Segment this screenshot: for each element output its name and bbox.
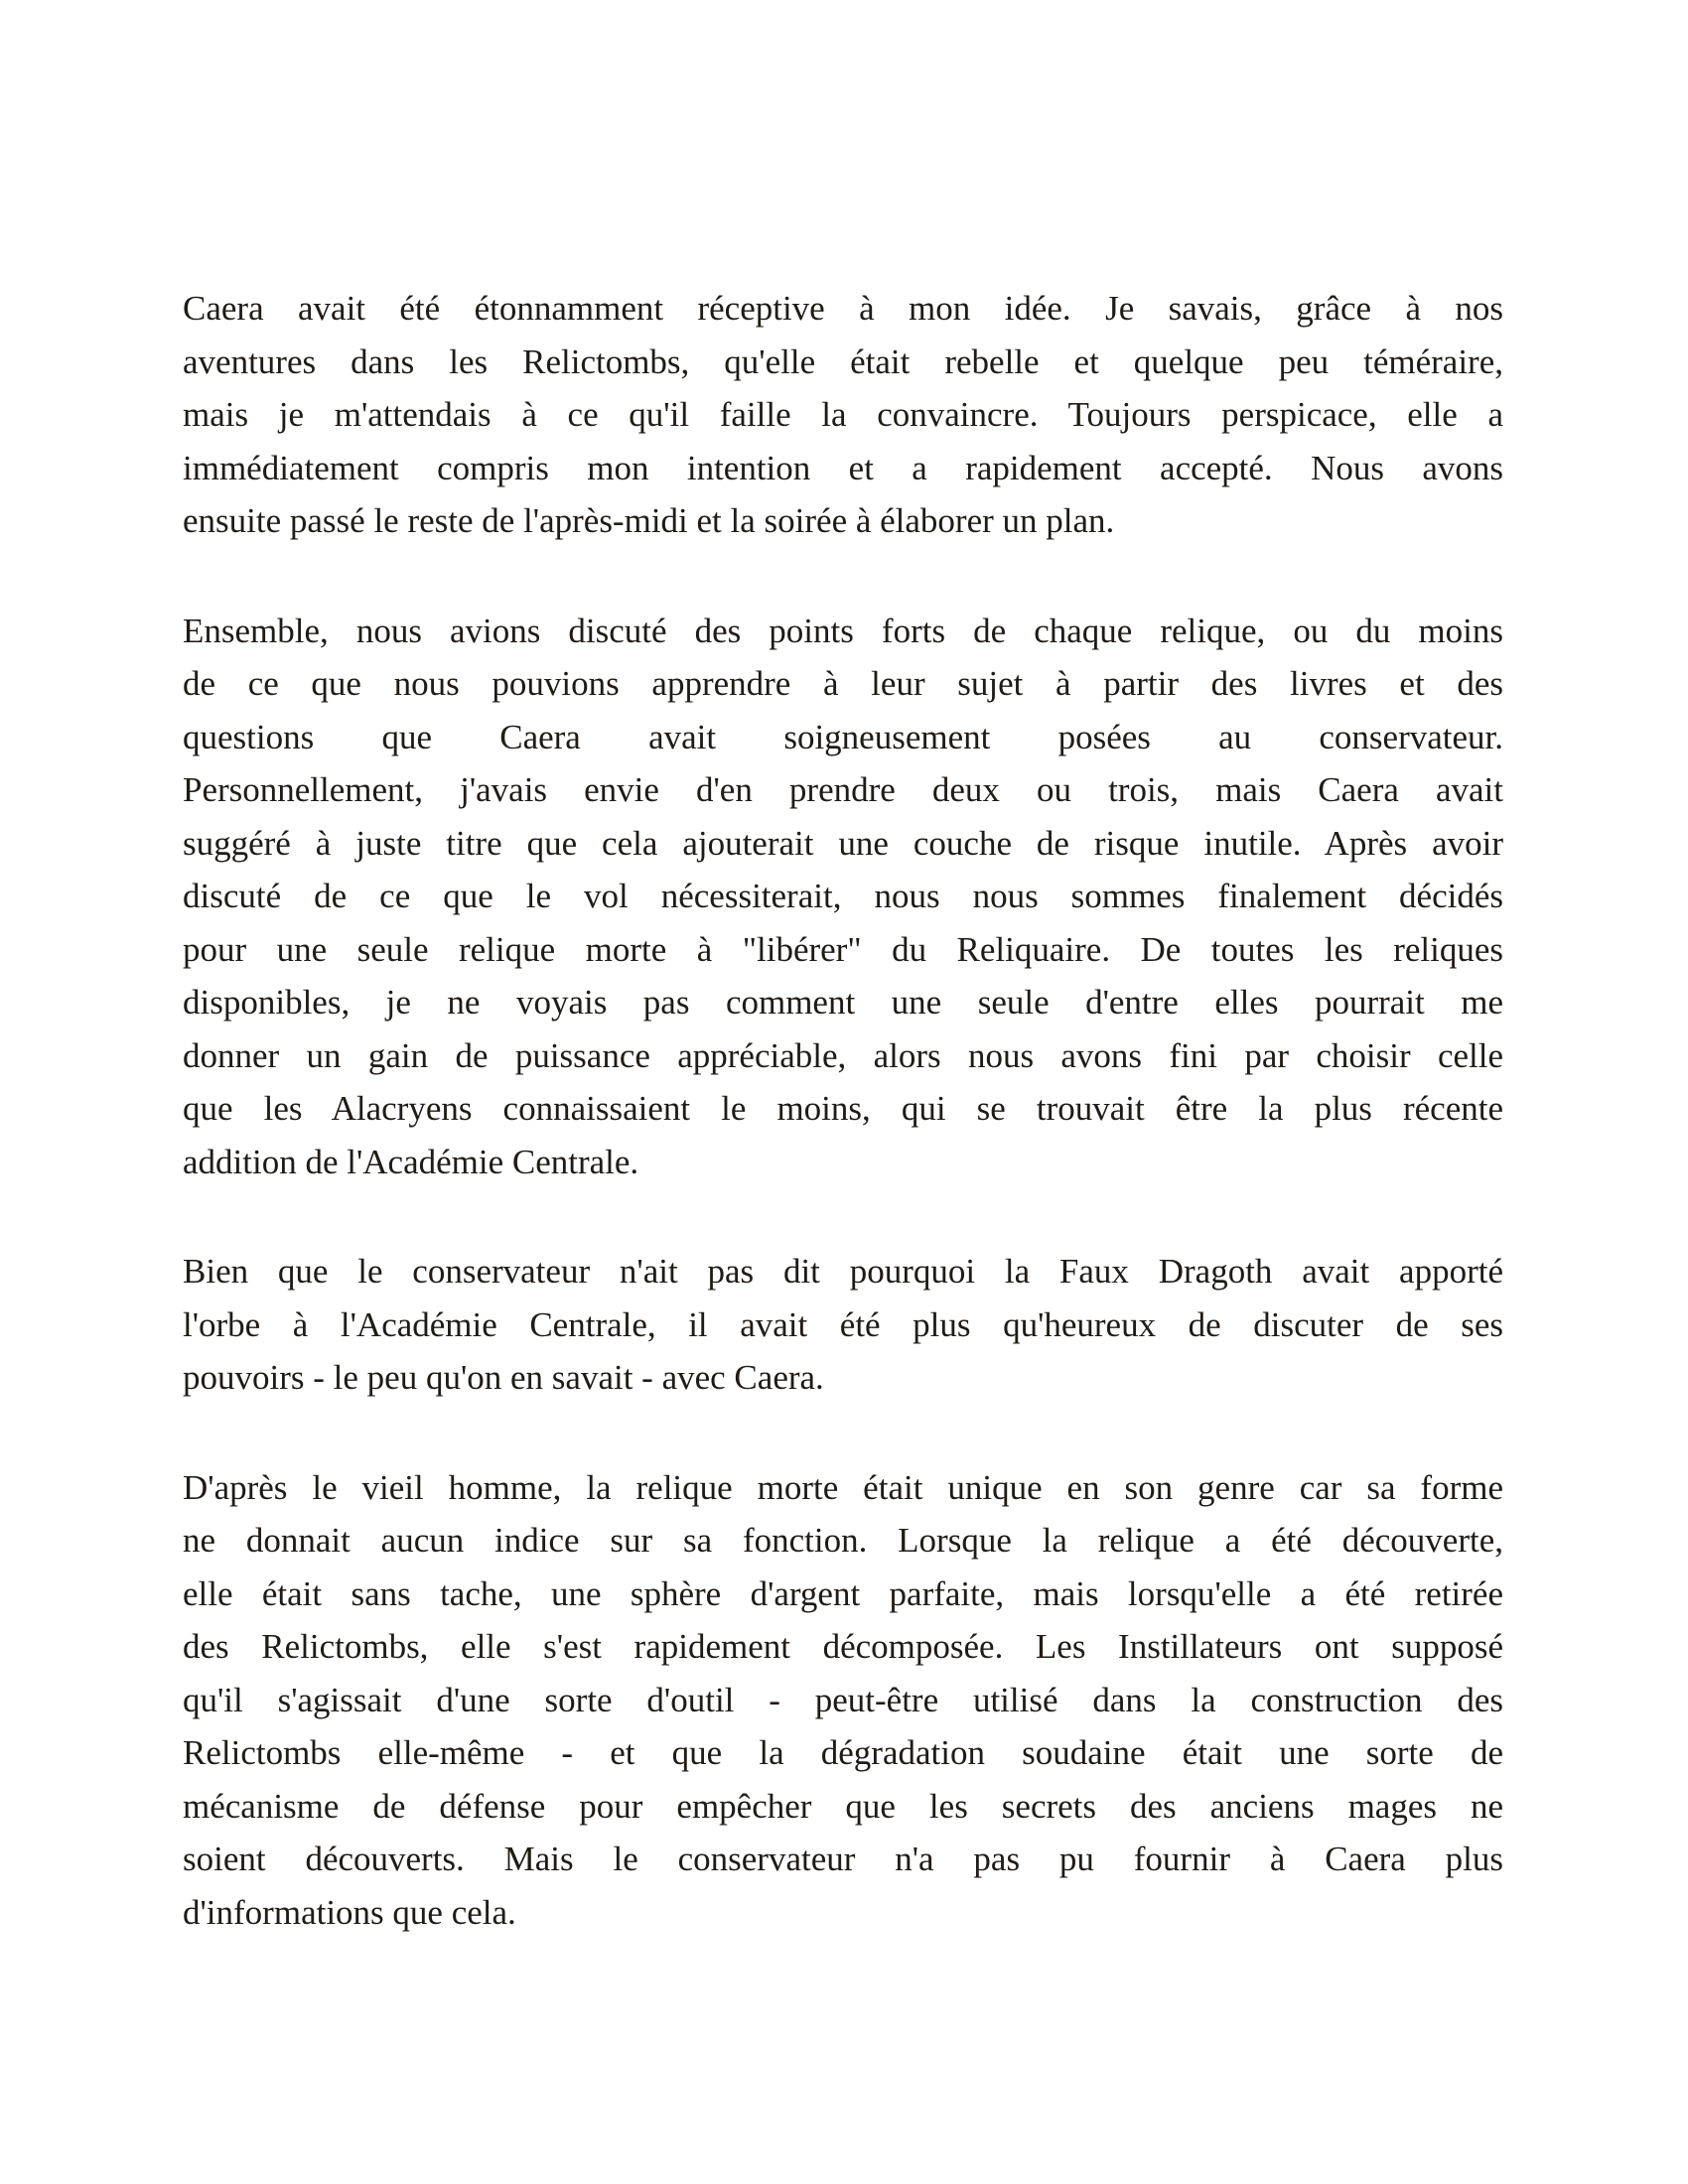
text-line: ensuite passé le reste de l'après-midi et la soirée à élaborer un plan. xyxy=(183,501,1115,540)
text-line: questions que Caera avait soigneusement posées au conservateur. xyxy=(183,717,1503,756)
text-line: D'après le vieil homme, la relique morte était unique en son genre car sa forme xyxy=(183,1467,1503,1507)
text-line: pour une seule relique morte à "libérer" du Reliquaire. De toutes les reliques xyxy=(183,929,1503,969)
text-line: mais je m'attendais à ce qu'il faille la convaincre. Toujours perspicace, elle a xyxy=(183,395,1503,434)
paragraph-1 xyxy=(183,282,1503,548)
text-line: que les Alacryens connaissaient le moins, qui se trouvait être la plus récente xyxy=(183,1089,1503,1128)
paragraph-4 xyxy=(183,1461,1503,1940)
paragraph-3 xyxy=(183,1245,1503,1405)
text-line: Relictombs elle-même - et que la dégradation soudaine était une sorte de xyxy=(183,1733,1503,1772)
text-line: l'orbe à l'Académie Centrale, il avait été plus qu'heureux de discuter de ses xyxy=(183,1304,1503,1344)
text-line: qu'il s'agissait d'une sorte d'outil - peut-être utilisé dans la construction des xyxy=(183,1680,1503,1719)
text-line: donner un gain de puissance appréciable, alors nous avons fini par choisir celle xyxy=(183,1035,1503,1075)
text-line: addition de l'Académie Centrale. xyxy=(183,1142,639,1181)
text-line: Bien que le conservateur n'ait pas dit pourquoi la Faux Dragoth avait apporté xyxy=(183,1252,1503,1291)
text-line: Personnellement, j'avais envie d'en prendre deux ou trois, mais Caera avait xyxy=(183,770,1503,809)
text-line: Caera avait été étonnamment réceptive à mon idée. Je savais, grâce à nos xyxy=(183,289,1503,328)
text-line: aventures dans les Relictombs, qu'elle était rebelle et quelque peu téméraire, xyxy=(183,341,1503,381)
text-line: soient découverts. Mais le conservateur n'a pas pu fournir à Caera plus xyxy=(183,1840,1503,1878)
paragraph-2 xyxy=(183,605,1503,1189)
text-line: elle était sans tache, une sphère d'argent parfaite, mais lorsqu'elle a été retirée xyxy=(183,1573,1503,1613)
text-line: de ce que nous pouvions apprendre à leur sujet à partir des livres et des xyxy=(183,664,1503,703)
text-line: discuté de ce que le vol nécessiterait, nous nous sommes finalement décidés xyxy=(183,877,1503,915)
text-line: suggéré à juste titre que cela ajouterait une couche de risque inutile. Après avoir xyxy=(183,823,1503,863)
text-line: ne donnait aucun indice sur sa fonction. Lorsque la relique a été découverte, xyxy=(183,1521,1503,1560)
text-line: immédiatement compris mon intention et a rapidement accepté. Nous avons xyxy=(183,448,1503,487)
text-line: Ensemble, nous avions discuté des points forts de chaque relique, ou du moins xyxy=(183,611,1503,650)
text-line: des Relictombs, elle s'est rapidement décomposée. Les Instillateurs ont supposé xyxy=(183,1627,1503,1666)
text-line: pouvoirs - le peu qu'on en savait - avec Caera. xyxy=(183,1358,824,1397)
document-text-block xyxy=(183,282,1503,1939)
text-line: d'informations que cela. xyxy=(183,1892,516,1932)
text-line: disponibles, je ne voyais pas comment une seule d'entre elles pourrait me xyxy=(183,983,1503,1022)
text-line: mécanisme de défense pour empêcher que les secrets des anciens mages ne xyxy=(183,1786,1503,1826)
